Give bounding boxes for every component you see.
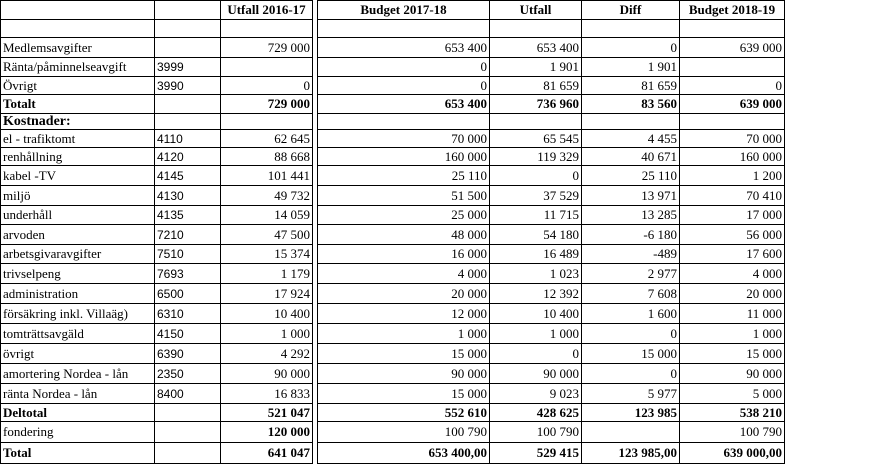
cell-label[interactable]: Övrigt <box>1 77 155 95</box>
cell-label[interactable]: fondering <box>1 422 155 443</box>
cell-utfall[interactable] <box>490 20 582 38</box>
cell-account[interactable] <box>155 38 221 58</box>
total-row <box>1 404 785 422</box>
cell-budget-2017-18[interactable]: 20 000 <box>318 284 490 304</box>
cell-budget-2018-19[interactable]: 1 200 <box>680 166 785 186</box>
cell-budget-2017-18[interactable]: 25 110 <box>318 166 490 186</box>
cell-budget-2018-19[interactable]: 56 000 <box>680 225 785 245</box>
cell-label[interactable]: Ränta/påminnelseavgift <box>1 58 155 77</box>
cell-diff[interactable]: 81 659 <box>582 77 680 95</box>
cell-utfall-2016-17[interactable]: 729 000 <box>221 38 313 58</box>
cell-account[interactable]: 6500 <box>155 284 221 304</box>
table-row <box>1 284 785 304</box>
cell-utfall[interactable]: 1 000 <box>490 324 582 344</box>
cell-utfall-2016-17[interactable]: 16 833 <box>221 384 313 404</box>
cell-utfall-2016-17[interactable]: 641 047 <box>221 443 313 464</box>
cell-label[interactable]: Kostnader: <box>1 114 155 130</box>
cell-utfall[interactable]: 1 901 <box>490 58 582 77</box>
table-row <box>1 206 785 225</box>
cell-budget-2018-19[interactable]: 4 000 <box>680 264 785 284</box>
cell-diff[interactable]: 7 608 <box>582 284 680 304</box>
header-utfall[interactable]: Utfall <box>490 1 582 20</box>
header-budget-2018-19[interactable]: Budget 2018-19 <box>680 1 785 20</box>
cell-label[interactable]: underhåll <box>1 206 155 225</box>
cell-utfall[interactable]: 81 659 <box>490 77 582 95</box>
cell-utfall[interactable]: 65 545 <box>490 130 582 148</box>
cell-label[interactable]: arbetsgivaravgifter <box>1 245 155 264</box>
cell-label[interactable]: ränta Nordea - lån <box>1 384 155 404</box>
cell-budget-2017-18[interactable]: 90 000 <box>318 364 490 384</box>
cell-budget-2018-19[interactable]: 70 410 <box>680 186 785 206</box>
cell-diff[interactable]: -6 180 <box>582 225 680 245</box>
cell-utfall[interactable]: 37 529 <box>490 186 582 206</box>
table-row <box>1 324 785 344</box>
cell-budget-2018-19[interactable]: 639 000 <box>680 38 785 58</box>
cell-utfall-2016-17[interactable]: 90 000 <box>221 364 313 384</box>
table-row <box>1 20 785 38</box>
cell-utfall[interactable]: 11 715 <box>490 206 582 225</box>
cell-account[interactable] <box>155 114 221 130</box>
cell-utfall[interactable]: 16 489 <box>490 245 582 264</box>
table-row <box>1 38 785 58</box>
cell-utfall-2016-17[interactable]: 1 179 <box>221 264 313 284</box>
cell-diff[interactable] <box>582 20 680 38</box>
cell-account[interactable] <box>155 422 221 443</box>
cell-budget-2018-19[interactable] <box>680 20 785 38</box>
cell-utfall-2016-17[interactable]: 47 500 <box>221 225 313 245</box>
cell-utfall-2016-17[interactable] <box>221 58 313 77</box>
cell-label[interactable]: försäkring inkl. Villaäg) <box>1 304 155 324</box>
cell-account[interactable]: 4120 <box>155 148 221 166</box>
cell-account[interactable]: 3990 <box>155 77 221 95</box>
cell-account[interactable]: 8400 <box>155 384 221 404</box>
header-row <box>1 1 785 20</box>
cell-utfall-2016-17[interactable]: 1 000 <box>221 324 313 344</box>
cell-account[interactable] <box>155 20 221 38</box>
cell-diff[interactable]: 2 977 <box>582 264 680 284</box>
cell-budget-2017-18[interactable]: 552 610 <box>318 404 490 422</box>
cell-diff[interactable]: 5 977 <box>582 384 680 404</box>
table-row <box>1 77 785 95</box>
cell-label[interactable] <box>1 20 155 38</box>
cell-budget-2017-18[interactable]: 1 000 <box>318 324 490 344</box>
cell-label[interactable]: trivselpeng <box>1 264 155 284</box>
cell-budget-2017-18[interactable]: 15 000 <box>318 344 490 364</box>
header-diff[interactable]: Diff <box>582 1 680 20</box>
cell-diff[interactable]: -489 <box>582 245 680 264</box>
cell-utfall-2016-17[interactable]: 14 059 <box>221 206 313 225</box>
cell-diff[interactable]: 0 <box>582 364 680 384</box>
cell-diff[interactable]: 123 985 <box>582 404 680 422</box>
cell-utfall[interactable]: 736 960 <box>490 95 582 114</box>
cell-budget-2017-18[interactable]: 51 500 <box>318 186 490 206</box>
cell-utfall[interactable]: 0 <box>490 166 582 186</box>
cell-budget-2018-19[interactable] <box>680 58 785 77</box>
table-row <box>1 245 785 264</box>
table-row <box>1 148 785 166</box>
cell-budget-2017-18[interactable]: 4 000 <box>318 264 490 284</box>
cell-diff[interactable]: 0 <box>582 38 680 58</box>
cell-budget-2018-19[interactable]: 160 000 <box>680 148 785 166</box>
cell-budget-2018-19[interactable] <box>680 114 785 130</box>
header-label[interactable] <box>1 1 155 20</box>
cell-budget-2018-19[interactable]: 1 000 <box>680 324 785 344</box>
table-row <box>1 186 785 206</box>
cell-account[interactable]: 4150 <box>155 324 221 344</box>
cell-utfall[interactable]: 10 400 <box>490 304 582 324</box>
cell-budget-2018-19[interactable]: 100 790 <box>680 422 785 443</box>
cell-diff[interactable]: 83 560 <box>582 95 680 114</box>
cell-budget-2017-18[interactable]: 70 000 <box>318 130 490 148</box>
cell-diff[interactable] <box>582 422 680 443</box>
cell-account[interactable]: 7693 <box>155 264 221 284</box>
cell-utfall-2016-17[interactable]: 17 924 <box>221 284 313 304</box>
cell-account[interactable]: 4110 <box>155 130 221 148</box>
cell-budget-2017-18[interactable]: 653 400 <box>318 38 490 58</box>
cell-budget-2018-19[interactable]: 17 600 <box>680 245 785 264</box>
cell-utfall-2016-17[interactable]: 4 292 <box>221 344 313 364</box>
table-row <box>1 344 785 364</box>
cell-utfall-2016-17[interactable]: 521 047 <box>221 404 313 422</box>
cell-diff[interactable]: 4 455 <box>582 130 680 148</box>
cell-utfall-2016-17[interactable] <box>221 114 313 130</box>
cell-diff[interactable]: 0 <box>582 324 680 344</box>
cell-label[interactable]: administration <box>1 284 155 304</box>
cell-label[interactable]: amortering Nordea - lån <box>1 364 155 384</box>
cell-diff[interactable]: 1 901 <box>582 58 680 77</box>
cell-budget-2017-18[interactable]: 100 790 <box>318 422 490 443</box>
table-row <box>1 422 785 443</box>
cell-diff[interactable]: 13 971 <box>582 186 680 206</box>
cell-budget-2018-19[interactable]: 5 000 <box>680 384 785 404</box>
cell-utfall[interactable]: 529 415 <box>490 443 582 464</box>
cell-label[interactable]: el - trafiktomt <box>1 130 155 148</box>
cell-utfall-2016-17[interactable]: 15 374 <box>221 245 313 264</box>
cell-utfall-2016-17[interactable]: 88 668 <box>221 148 313 166</box>
cell-budget-2018-19[interactable]: 11 000 <box>680 304 785 324</box>
cell-budget-2017-18[interactable] <box>318 114 490 130</box>
cell-budget-2018-19[interactable]: 639 000 <box>680 95 785 114</box>
cell-budget-2017-18[interactable]: 0 <box>318 58 490 77</box>
cell-utfall-2016-17[interactable]: 0 <box>221 77 313 95</box>
cell-diff[interactable]: 123 985,00 <box>582 443 680 464</box>
cell-utfall[interactable]: 54 180 <box>490 225 582 245</box>
table-row <box>1 304 785 324</box>
cell-account[interactable] <box>155 95 221 114</box>
cell-budget-2017-18[interactable]: 15 000 <box>318 384 490 404</box>
cell-budget-2018-19[interactable]: 17 000 <box>680 206 785 225</box>
cell-utfall-2016-17[interactable] <box>221 20 313 38</box>
table-row <box>1 264 785 284</box>
cell-label[interactable]: renhållning <box>1 148 155 166</box>
cell-utfall[interactable]: 9 023 <box>490 384 582 404</box>
cell-utfall[interactable]: 0 <box>490 344 582 364</box>
table-row <box>1 130 785 148</box>
cell-label[interactable]: kabel -TV <box>1 166 155 186</box>
cell-account[interactable] <box>155 443 221 464</box>
cell-utfall[interactable]: 119 329 <box>490 148 582 166</box>
cell-utfall[interactable]: 100 790 <box>490 422 582 443</box>
cell-utfall-2016-17[interactable]: 729 000 <box>221 95 313 114</box>
cell-account[interactable]: 2350 <box>155 364 221 384</box>
cell-budget-2018-19[interactable]: 639 000,00 <box>680 443 785 464</box>
cell-budget-2018-19[interactable]: 538 210 <box>680 404 785 422</box>
cell-account[interactable] <box>155 404 221 422</box>
table-row <box>1 58 785 77</box>
cell-account[interactable]: 7210 <box>155 225 221 245</box>
cell-account[interactable]: 6310 <box>155 304 221 324</box>
cell-diff[interactable] <box>582 114 680 130</box>
cell-utfall-2016-17[interactable]: 101 441 <box>221 166 313 186</box>
table-row <box>1 225 785 245</box>
header-account[interactable] <box>155 1 221 20</box>
total-row <box>1 95 785 114</box>
cell-budget-2018-19[interactable]: 70 000 <box>680 130 785 148</box>
cell-account[interactable]: 3999 <box>155 58 221 77</box>
cell-label[interactable]: Deltotal <box>1 404 155 422</box>
cell-budget-2018-19[interactable]: 15 000 <box>680 344 785 364</box>
cell-utfall-2016-17[interactable]: 62 645 <box>221 130 313 148</box>
table-row <box>1 364 785 384</box>
cell-label[interactable]: Total <box>1 443 155 464</box>
cell-budget-2017-18[interactable]: 653 400 <box>318 95 490 114</box>
cell-budget-2018-19[interactable]: 90 000 <box>680 364 785 384</box>
cell-utfall[interactable]: 12 392 <box>490 284 582 304</box>
cell-account[interactable]: 7510 <box>155 245 221 264</box>
cell-diff[interactable]: 25 110 <box>582 166 680 186</box>
cell-budget-2017-18[interactable]: 160 000 <box>318 148 490 166</box>
cell-budget-2017-18[interactable]: 0 <box>318 77 490 95</box>
cell-label[interactable]: tomträttsavgäld <box>1 324 155 344</box>
cell-utfall-2016-17[interactable]: 120 000 <box>221 422 313 443</box>
cell-budget-2018-19[interactable]: 20 000 <box>680 284 785 304</box>
cell-utfall[interactable]: 653 400 <box>490 38 582 58</box>
cell-diff[interactable]: 15 000 <box>582 344 680 364</box>
cell-budget-2017-18[interactable]: 12 000 <box>318 304 490 324</box>
cell-utfall[interactable]: 428 625 <box>490 404 582 422</box>
header-budget-2017-18[interactable]: Budget 2017-18 <box>318 1 490 20</box>
cell-diff[interactable]: 13 285 <box>582 206 680 225</box>
cell-label[interactable]: Totalt <box>1 95 155 114</box>
total-row <box>1 443 785 464</box>
section-row <box>1 114 785 130</box>
cell-diff[interactable]: 40 671 <box>582 148 680 166</box>
table-row <box>1 166 785 186</box>
cell-label[interactable]: Medlemsavgifter <box>1 38 155 58</box>
cell-diff[interactable]: 1 600 <box>582 304 680 324</box>
cell-utfall-2016-17[interactable]: 10 400 <box>221 304 313 324</box>
cell-utfall[interactable]: 90 000 <box>490 364 582 384</box>
cell-label[interactable]: arvoden <box>1 225 155 245</box>
header-utfall-2016-17[interactable]: Utfall 2016-17 <box>221 1 313 20</box>
cell-account[interactable]: 6390 <box>155 344 221 364</box>
cell-budget-2017-18[interactable]: 16 000 <box>318 245 490 264</box>
cell-account[interactable]: 4130 <box>155 186 221 206</box>
cell-account[interactable]: 4135 <box>155 206 221 225</box>
cell-utfall-2016-17[interactable]: 49 732 <box>221 186 313 206</box>
cell-budget-2017-18[interactable] <box>318 20 490 38</box>
cell-label[interactable]: miljö <box>1 186 155 206</box>
table-row <box>1 384 785 404</box>
cell-utfall[interactable] <box>490 114 582 130</box>
cell-budget-2018-19[interactable]: 0 <box>680 77 785 95</box>
cell-utfall[interactable]: 1 023 <box>490 264 582 284</box>
cell-account[interactable]: 4145 <box>155 166 221 186</box>
cell-budget-2017-18[interactable]: 25 000 <box>318 206 490 225</box>
cell-budget-2017-18[interactable]: 48 000 <box>318 225 490 245</box>
cell-budget-2017-18[interactable]: 653 400,00 <box>318 443 490 464</box>
cell-label[interactable]: övrigt <box>1 344 155 364</box>
